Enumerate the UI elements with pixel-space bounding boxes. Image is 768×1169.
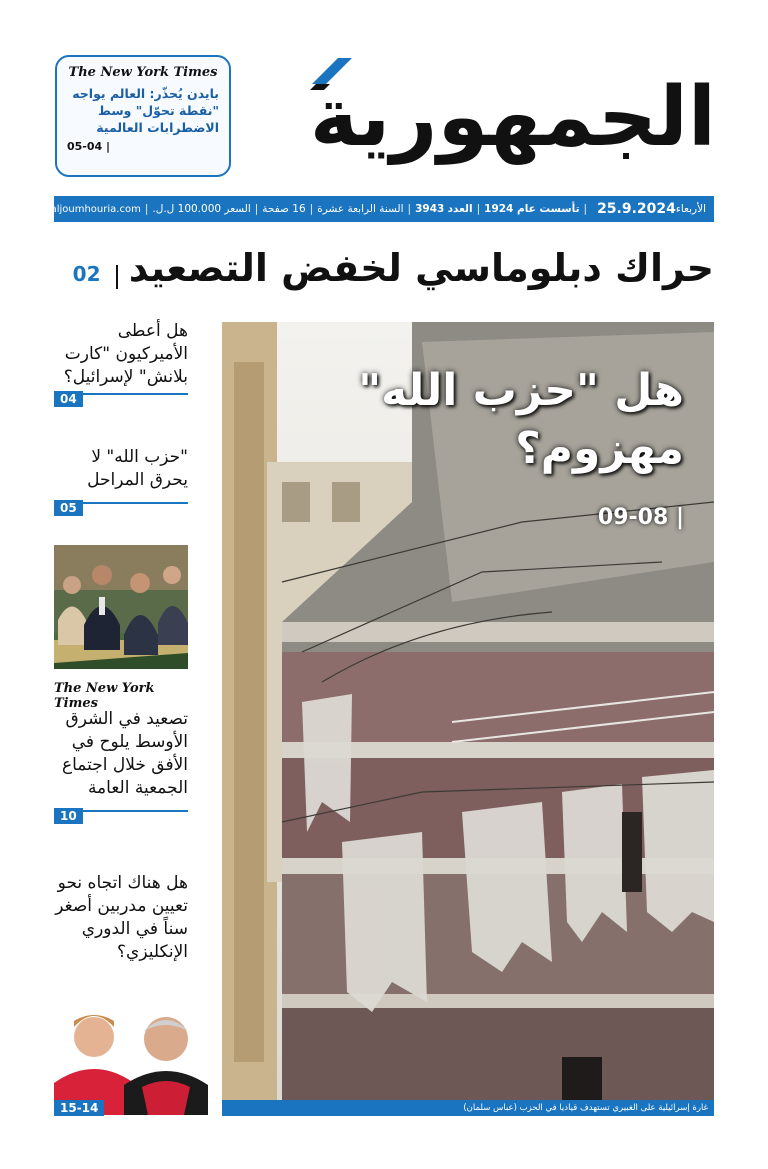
side-story-2[interactable] [54,446,188,515]
side-story-page: 10 [54,808,83,824]
website-link[interactable]: www.aljoumhouria.com [23,203,141,215]
main-photo-pages-value: 09-08 [597,505,669,530]
pages-count: 16 صفحة [262,203,306,215]
nyt-teaser-box[interactable] [55,55,231,177]
side-story-4[interactable] [54,872,188,964]
main-photo-title-line1: هل "حزب الله" [358,365,684,416]
side-story-rule [54,501,188,515]
headline-divider [116,265,118,289]
side-story-1[interactable] [54,320,188,406]
main-headline-text: حراك دبلوماسي لخفض التصعيد [128,246,714,290]
masthead-name: الجمهورية [309,70,716,165]
nyt-teaser-headline: بايدن يُحذّر: العالم يواجه "نقطة تحوّل" وسط الاضطرابات العالمية [72,86,219,135]
main-photo-pages: 09-08 | [597,505,684,530]
coaches-photo [54,1005,208,1115]
side-story-page: 04 [54,391,83,407]
founded: تأسست عام 1924 [484,203,580,215]
side-nyt-logo: The New York Times [54,681,155,711]
side-story-page: 05 [54,500,83,516]
issue-label: العدد [447,203,473,215]
nyt-teaser-pages: 05-04 | [67,140,111,153]
main-photo-title-line2: مهزوم؟ [515,423,684,474]
side-story-text: هل هناك اتجاه نحو تعيين مدربين أصغر سناً في الدوري الإنكليزي؟ [55,873,188,962]
nyt-teaser-pages-value: 05-04 [67,140,103,153]
main-headline-page: 02 [72,262,101,286]
issue-number: 3943 [415,203,445,215]
nyt-logo: The New York Times [68,65,218,80]
side-story-text: هل أعطى الأميركيون "كارت بلانش" لإسرائيل؟ [63,321,188,387]
side-story-rule [54,809,188,823]
masthead-logo [300,52,720,182]
year-label: السنة الرابعة عشرة [317,203,404,215]
main-photo-title [358,362,684,478]
side-story-rule [54,392,188,406]
main-headline[interactable] [54,246,714,300]
main-photo[interactable] [222,322,714,1100]
un-assembly-photo [54,545,188,669]
main-photo-caption: غارة إسرائيلية على الغبيري تستهدف قياديا في الحزب (عباس سلمان) [463,1103,708,1113]
side-story-3[interactable] [54,708,188,823]
weekday: الأربعاء [675,203,706,215]
issue-date: 25.9.2024 [597,201,676,217]
price: السعر 100.000 ل.ل. [152,203,251,215]
side-story-text: "حزب الله" لا يحرق المراحل [87,447,188,490]
side-story-4-page: 15-14 [54,1100,104,1116]
issue-info-bar: الأربعاء 25.9.2024 | تأسست عام 1924 | العدد 3943 | السنة الرابعة عشرة | 16 صفحة | السعر 100.000 ل.ل. | www.aljoumhouria.com [54,196,714,222]
side-story-text: تصعيد في الشرق الأوسط يلوح في الأفق خلال اجتماع الجمعية العامة [61,709,188,798]
